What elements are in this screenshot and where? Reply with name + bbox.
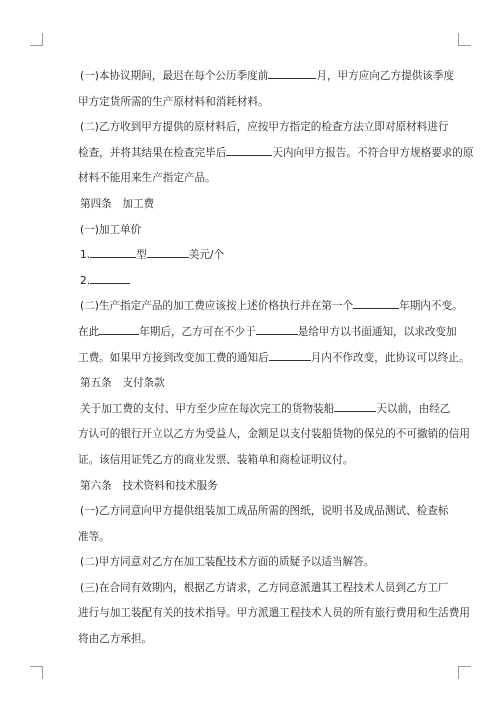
heading: 第四条 加工费 [80,197,155,210]
text: 年期后，乙方可在不少于 [139,325,256,338]
text: (三)在合同有效期内，根据乙方请求，乙方同意派遣其工程技术人员到乙方工厂 [80,581,449,594]
fill-blank [268,67,316,79]
document-body [78,64,474,653]
text: (一)乙方同意向甲方提供组装加工成品所需的图纸，说明书及成品测试、检查标 [80,505,449,518]
article-4-heading [80,192,442,218]
para-materials-supply-line-2 [78,90,442,116]
text: 检查，并将其结果在检查完毕后 [78,146,227,159]
text: 方认可的银行开立以乙方为受益人，金额足以支付装船货物的保兑的不可撤销的信用 [78,428,470,441]
para-technical-questions [80,550,442,576]
para-drawings-line-2 [78,525,442,551]
fill-blank [90,272,130,284]
para-processing-fee-line-3 [78,346,470,372]
heading: 第五条 支付条款 [80,377,165,390]
crop-mark-bottom-right [458,666,471,679]
para-processing-fee-line-1 [80,294,463,320]
crop-mark-bottom-left [30,666,43,679]
para-materials-inspection-line-2 [78,141,474,167]
text: 天内向甲方报告。不符合甲方规格要求的原 [272,146,474,159]
text: 证。该信用证凭乙方的商业发票、装箱单和商检证明议付。 [78,453,354,466]
para-payment-line-2 [78,422,470,448]
article-5-heading [80,371,442,397]
para-materials-inspection-line-3 [78,166,442,192]
text: 将由乙方承担。 [78,633,153,646]
para-payment-line-3 [78,448,442,474]
fill-blank [269,349,311,361]
para-technical-guidance-line-3 [78,627,442,653]
para-processing-fee-line-2 [78,320,457,346]
price-item-2 [80,269,442,295]
text: (二)生产指定产品的加工费应该按上述价格执行并在第一个 [80,300,354,313]
text: 年期内不变。 [399,300,463,313]
text: (一)加工单价 [80,223,142,236]
fill-blank [90,246,136,258]
text: 关于加工费的支付、甲方至少应在每次完工的货物装船 [80,402,335,415]
text: (二)乙方收到甲方提供的原材料后，应按甲方指定的检查方法立即对原材料进行 [80,121,449,134]
item-number: 1. [80,249,91,262]
text: 工费。如果甲方接到改变加工费的通知后 [78,351,269,364]
text: 天以前，由经乙 [376,402,451,415]
text: 型 [136,249,147,262]
fill-blank [334,400,376,412]
para-technical-guidance-line-1 [80,576,449,602]
text: 美元/个 [188,249,225,262]
text: 是给甲方以书面通知，以求改变加 [297,325,457,338]
text: 材料不能用来生产指定产品。 [78,172,216,185]
para-materials-inspection-line-1 [80,115,449,141]
fill-blank [99,323,139,335]
article-6-heading [80,474,442,500]
item-number: 2. [80,274,91,287]
fill-blank [256,323,298,335]
crop-mark-top-left [30,33,43,46]
fill-blank [147,246,189,258]
crop-mark-top-right [458,33,471,46]
para-payment-line-1 [80,397,451,423]
text: 在此 [78,325,100,338]
text: (二)甲方同意对乙方在加工装配技术方面的质疑予以适当解答。 [80,556,375,569]
text: 准等。 [78,530,110,543]
fill-blank [353,297,399,309]
para-drawings-line-1 [80,499,449,525]
para-materials-supply-line-1 [80,64,455,90]
para-technical-guidance-line-2 [78,601,470,627]
text: 月内不作改变，此协议可以终止。 [310,351,470,364]
text: 甲方定货所需的生产原材料和消耗材料。 [78,95,269,108]
text: (一)本协议期间，最迟在每个公历季度前 [80,70,269,82]
fill-blank [226,144,272,156]
unit-price-heading [80,218,442,244]
text: 进行与加工装配有关的技术指导。甲方派遣工程技术人员的所有旅行费用和生活费用 [78,607,470,620]
price-item-1 [80,243,442,269]
heading: 第六条 技术资料和技术服务 [80,479,218,492]
text: 月，甲方应向乙方提供该季度 [316,70,455,82]
